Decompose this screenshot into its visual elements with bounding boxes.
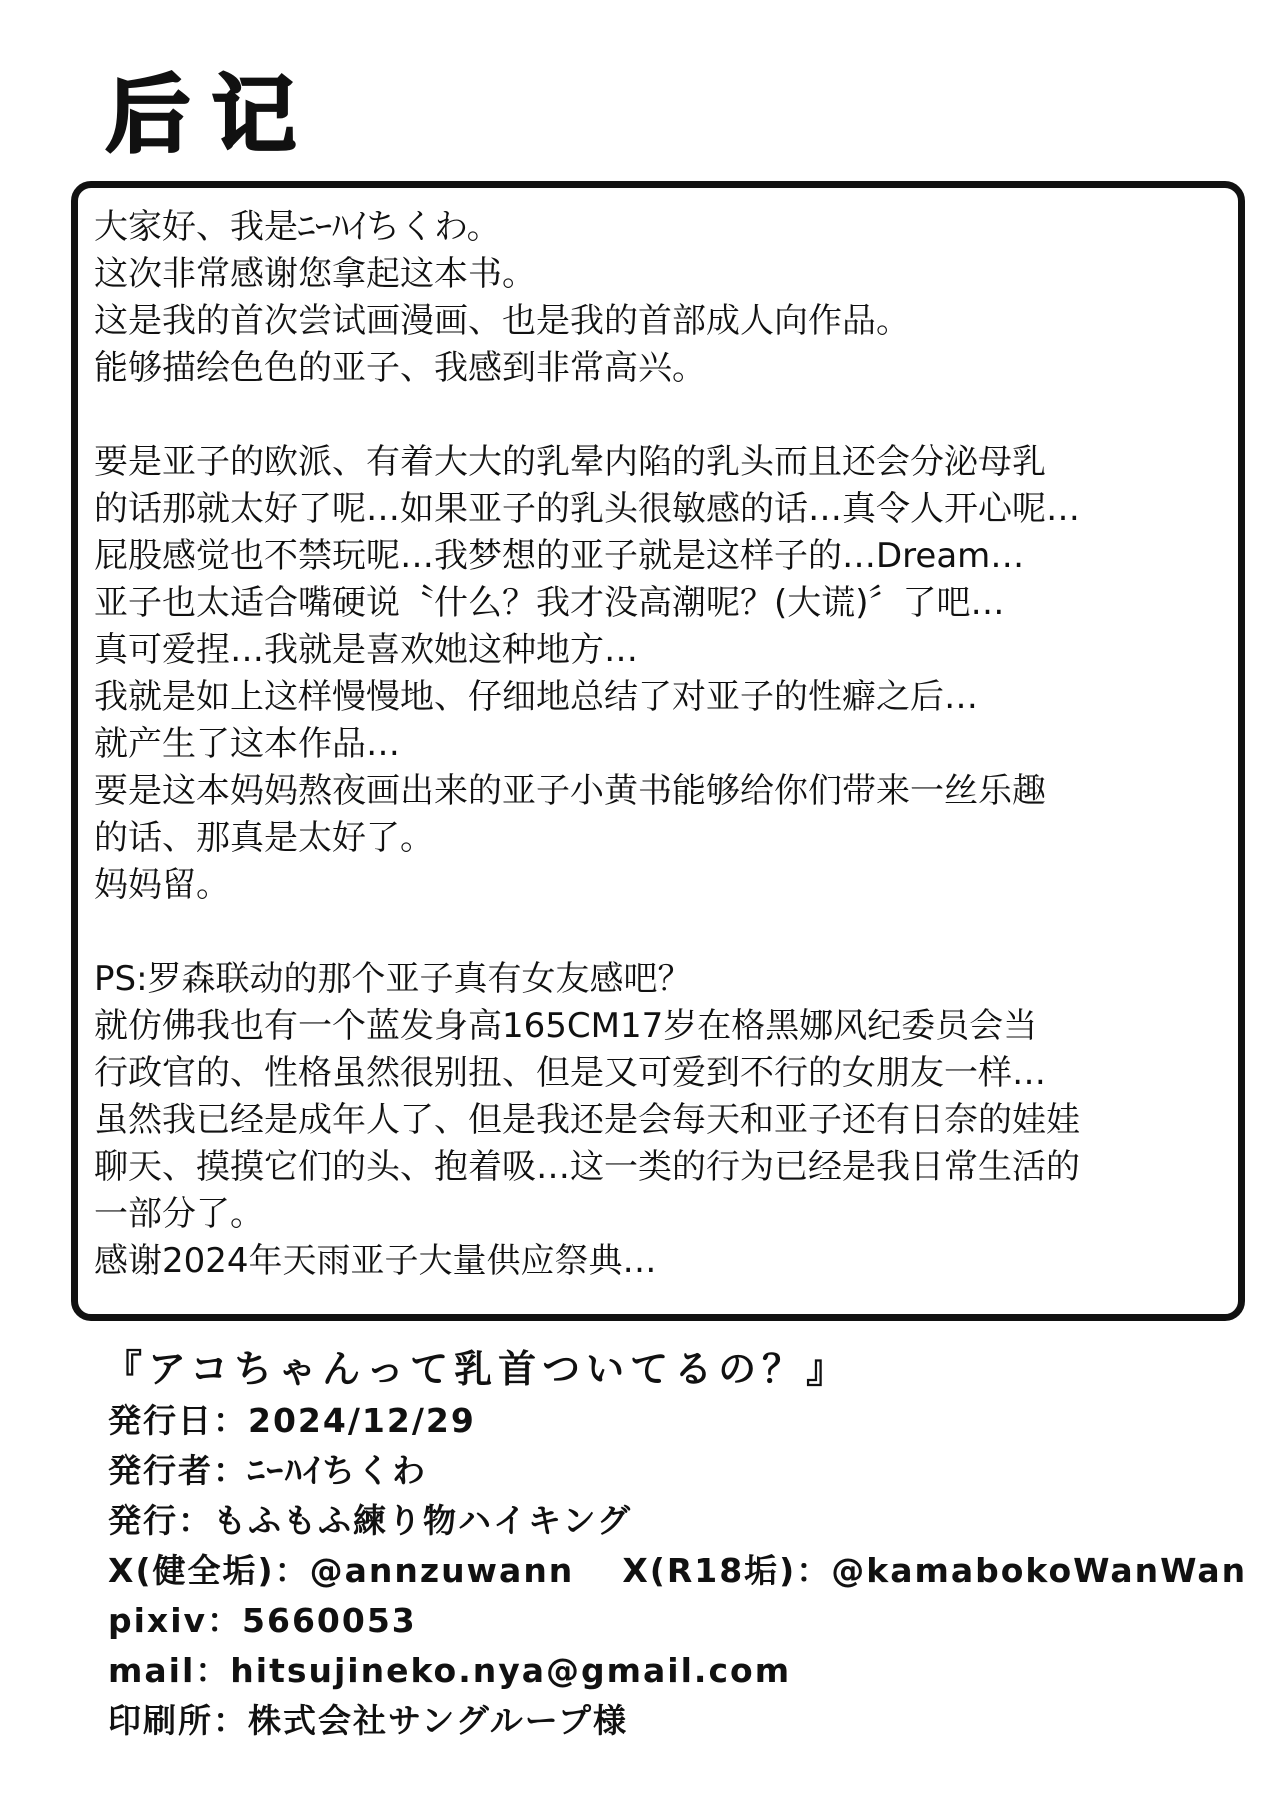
publish-date: 発行日：2024/12/29 bbox=[108, 1401, 476, 1440]
x-r18-account: X(R18垢)：@kamabokoWanWan bbox=[622, 1551, 1248, 1590]
text-line: 真可爱捏…我就是喜欢她这种地方… bbox=[94, 630, 638, 670]
colophon bbox=[104, 1338, 1248, 1746]
publisher: 発行者：ﾆｰﾊｲちくわ bbox=[108, 1451, 427, 1490]
text-line: 感谢2024年天雨亚子大量供应祭典… bbox=[94, 1241, 657, 1281]
mail-address: mail：hitsujineko.nya@gmail.com bbox=[108, 1651, 792, 1690]
text-line: 的话那就太好了呢…如果亚子的乳头很敏感的话…真令人开心呢… bbox=[94, 489, 1080, 529]
afterword-text bbox=[94, 204, 1224, 1285]
circle: 発行：もふもふ練り物ハイキング bbox=[108, 1501, 633, 1540]
book-title: 『アコちゃんって乳首ついてるの？』 bbox=[104, 1347, 851, 1391]
text-line: 这是我的首次尝试画漫画、也是我的首部成人向作品。 bbox=[94, 301, 910, 341]
social-accounts bbox=[108, 1546, 1247, 1596]
text-line: 妈妈留。 bbox=[94, 865, 230, 905]
text-line: 就产生了这本作品… bbox=[94, 724, 400, 764]
text-line: 能够描绘色色的亚子、我感到非常高兴。 bbox=[94, 348, 706, 388]
text-line: 行政官的、性格虽然很别扭、但是又可爱到不行的女朋友一样… bbox=[94, 1053, 1046, 1093]
pixiv-id: pixiv：5660053 bbox=[108, 1601, 417, 1640]
text-line: 大家好、我是ﾆｰﾊｲちくわ。 bbox=[94, 207, 501, 247]
printer: 印刷所：株式会社サングループ様 bbox=[108, 1701, 629, 1740]
text-line: 的话、那真是太好了。 bbox=[94, 818, 434, 858]
text-line: 就仿佛我也有一个蓝发身高165CM17岁在格黑娜风纪委员会当 bbox=[94, 1006, 1038, 1046]
text-line: 聊天、摸摸它们的头、抱着吸…这一类的行为已经是我日常生活的 bbox=[94, 1147, 1080, 1187]
text-line: 一部分了。 bbox=[94, 1194, 264, 1234]
text-line: 这次非常感谢您拿起这本书。 bbox=[94, 254, 536, 294]
text-line: 要是亚子的欧派、有着大大的乳晕内陷的乳头而且还会分泌母乳 bbox=[94, 442, 1046, 482]
page-title: 后记 bbox=[106, 66, 319, 164]
text-line: 虽然我已经是成年人了、但是我还是会每天和亚子还有日奈的娃娃 bbox=[94, 1100, 1080, 1140]
text-line: 亚子也太适合嘴硬说〝什么？我才没高潮呢？(大谎)〞了吧… bbox=[94, 583, 1005, 623]
text-line: 我就是如上这样慢慢地、仔细地总结了对亚子的性癖之后… bbox=[94, 677, 978, 717]
text-line: PS:罗森联动的那个亚子真有女友感吧？ bbox=[94, 959, 692, 999]
x-general-account: X(健全垢)：@annzuwann bbox=[108, 1551, 575, 1590]
text-line: 屁股感觉也不禁玩呢…我梦想的亚子就是这样子的…Dream… bbox=[94, 536, 1025, 576]
text-line: 要是这本妈妈熬夜画出来的亚子小黄书能够给你们带来一丝乐趣 bbox=[94, 771, 1046, 811]
